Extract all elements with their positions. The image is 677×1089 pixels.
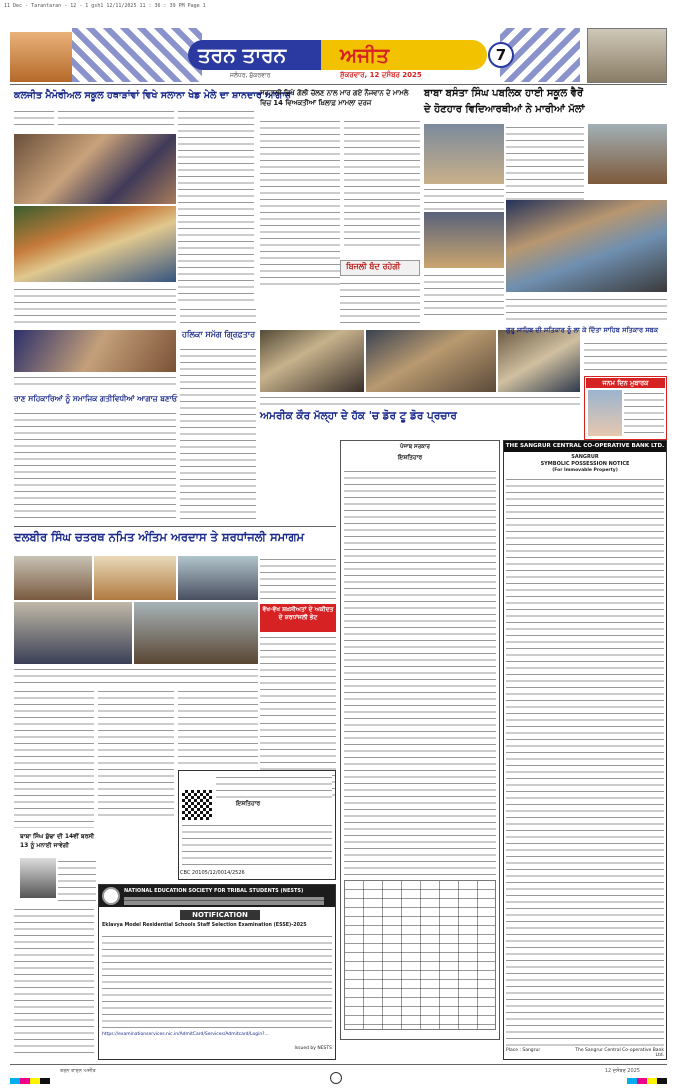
story10-text-more (14, 906, 94, 1056)
story5-headline: ਹਲਿਕਾ ਸਮੱਗ ਗ੍ਰਿਫ਼ਤਾਰ (182, 330, 256, 339)
story4-caption (14, 374, 176, 390)
page-number: 7 (495, 46, 507, 64)
story2-headline: ਸਰਹਾਲੀ ਵਿਖੇ ਗੋਲੀ ਚੱਲਣ ਨਾਲ ਮਾਰ ਗਏ ਨੌਜਵਾਨ ਦੇ ਮਾਮਲੇ ਵਿਚ 14 ਵਿਅਕਤੀਆਂ ਖ਼ਿਲਾਫ਼ ਮਾਮਲਾ ਦਰਜ (260, 89, 409, 107)
pattern-band-left (72, 28, 202, 82)
court-text (344, 468, 496, 878)
print-info: 11 Dec - Tarantaran - 12 - 1 gsh1 12/11/2025 11 : 36 : 39 PM Page 1 (4, 3, 206, 9)
court-heading: ਪੰਜਾਬ ਸਰਕਾਰ (400, 444, 430, 450)
masthead-right-photo (587, 28, 667, 83)
tagline: ਜਲੰਧਰ, ਸ਼ੁੱਕਰਵਾਰ (230, 72, 271, 79)
color-bar-left (10, 1078, 50, 1084)
small-ad-text (182, 822, 332, 866)
story9-text-b (98, 688, 174, 818)
story6-text (340, 280, 420, 326)
footer-rule (10, 1064, 667, 1065)
story9-text-c (178, 688, 258, 768)
story2-text-b (344, 118, 420, 248)
qr-code-icon (182, 790, 212, 820)
court-table (344, 880, 496, 1030)
title-left: ਤਰਨ ਤਾਰਨ (198, 43, 287, 67)
story9-headline: ਦਲਬੀਰ ਸਿੰਘ ਚਤਰਥ ਨਮਿਤ ਅੰਤਿਮ ਅਰਦਾਸ ਤੇ ਸ਼ਰਧਾਂਜਲੀ ਸਮਾਗਮ (14, 530, 305, 544)
nests-text (102, 933, 332, 1031)
story8-headline: ਗੁਰੂ ਸਾਹਿਬ ਦੀ ਸਤਿਕਾਰ ਨੂੰ ਲਾ ਕੇ ਦਿੱਤਾ ਸਾਹਿਬ ਸਤਿਕਾਰ ਸਬਕ (506, 326, 659, 334)
story6-headline: ਬਿਜਲੀ ਬੰਦ ਰਹੇਗੀ (346, 262, 401, 271)
story4-photo (14, 330, 176, 372)
bank-sub1: SANGRUR (571, 454, 599, 460)
story1-text-b (58, 108, 174, 130)
nests-notice: NOTIFICATION (180, 910, 260, 920)
story3-photo-1 (424, 124, 504, 184)
story1-text-c (178, 108, 254, 304)
bank-text (506, 476, 664, 1046)
story3-text-b (424, 272, 504, 320)
color-bar-right (627, 1078, 667, 1084)
birthday-text (624, 390, 664, 436)
small-ad-header-lines (216, 774, 332, 798)
story3-headline-2: ਦੇ ਹੋਣਹਾਰ ਵਿਦਿਆਰਥੀਆਂ ਨੇ ਮਾਰੀਆਂ ਮੱਲਾਂ (424, 104, 585, 115)
nests-logo-icon (102, 887, 120, 905)
story8-text-a (584, 340, 667, 374)
story7-photo-1 (260, 330, 364, 392)
story7-photo-2 (366, 330, 496, 392)
footer-left: ਤਰਨ ਤਾਰਨ ਅਜੀਤ (60, 1068, 96, 1074)
story1-text-a (14, 108, 54, 130)
birthday-title: ਜਨਮ ਦਿਨ ਮੁਬਾਰਕ (586, 378, 665, 388)
bank-footer-left: Place : Sangrur (506, 1048, 541, 1053)
story9-photo-1 (14, 556, 92, 600)
story3-photo-3 (588, 124, 667, 184)
story9-photo-3 (178, 556, 258, 600)
story9-rule (14, 526, 336, 527)
story9-text-top (260, 556, 336, 602)
story9-photo-5 (134, 602, 258, 664)
bank-heading: THE SANGRUR CENTRAL CO-OPERATIVE BANK LTD. (504, 441, 666, 452)
story7-caption (260, 394, 580, 408)
story1-tail (14, 312, 176, 326)
story4-headline: ਰਾਣ ਸਹਿਕਾਰਿਆਂ ਨੂੰ ਸਮਾਜਿਕ ਗਤੀਵਿਧੀਆਂ ਆਗਾਜ਼ ਬਣਾਓ (14, 394, 178, 403)
court-title: ਇਸ਼ਤਿਹਾਰ (398, 454, 423, 461)
story4-text (14, 410, 176, 522)
story5-text (180, 346, 256, 522)
birthday-photo (588, 390, 622, 436)
tribute-text: ਵੱਖ-ਵੱਖ ਸ਼ਖ਼ਸੀਅਤਾਂ ਦੇ ਅਕੀਦਤ ਦੇ ਸ਼ਰਧਾਂਜਲੀ ਭੇਟ (262, 606, 334, 621)
story3-caption-2 (506, 296, 667, 322)
story9-text-a (14, 688, 94, 828)
story1-photo-stage (14, 206, 176, 282)
story1-headline: ਕਲਜੀਤ ਮੈਮੋਰੀਅਲ ਸਕੂਲ ਹਥਾੜਾਂਵਾਂ ਵਿਖੇ ਸਲਾਨਾ ਖੇਡ ਮੇਲੇ ਦਾ ਸ਼ਾਨਦਾਰ ਆਗਾਜ਼ (14, 90, 292, 101)
golden-temple-photo (10, 32, 72, 82)
story10-text (58, 858, 96, 902)
title-right: ਅਜੀਤ (340, 43, 390, 67)
small-ad-title: ਇਸ਼ਤਿਹਾਰ (236, 800, 261, 807)
nests-exam: Eklavya Model Residential Schools Staff Selection Examination (ESSE)-2025 (102, 923, 307, 928)
date: ਸ਼ੁੱਕਰਵਾਰ, 12 ਦਸੰਬਰ 2025 (340, 71, 422, 79)
bank-sub2: SYMBOLIC POSSESSION NOTICE (540, 461, 630, 467)
story9-text-top-lines (260, 556, 336, 602)
story10-photo (20, 858, 56, 898)
story9-photo-2 (94, 556, 176, 600)
story3-caption-1 (424, 186, 504, 210)
small-ad-code: CBC 20105/12/0014/2526 (180, 870, 245, 876)
story10-headline: ਬਾਬਾ ਸਿੰਘ ਬੁੱਢਾ ਦੀ 14ਵੀਂ ਬਰਸੀ 13 ਨੂੰ ਮਨਾਈ ਜਾਵੇਗੀ (20, 833, 95, 849)
footer-right: 12 ਦਸੰਬਰ 2025 (604, 1068, 640, 1074)
bank-sub3: (For Immovable Property) (552, 468, 618, 473)
story3-photo-4 (506, 200, 667, 292)
story9-photo-4 (14, 602, 132, 664)
masthead-rule (10, 84, 667, 85)
story1-caption (14, 286, 176, 310)
story9-text-right (260, 634, 336, 716)
story9-caption (14, 666, 258, 684)
masthead (0, 14, 677, 84)
story3-photo-2 (424, 212, 504, 268)
story7-photo-3 (498, 330, 580, 392)
nests-issued: Issued by NESTS (294, 1046, 332, 1051)
story7-headline: ਅਮਰੀਕ ਕੌਰ ਮੱਲ੍ਹਾ ਦੇ ਹੱਕ 'ਚ ਡੋਰ ਟੂ ਡੋਰ ਪ੍ਰਚਾਰ (260, 410, 457, 422)
story2-text-a (260, 118, 340, 288)
page-number-badge (488, 42, 514, 68)
story3-headline-1: ਬਾਬਾ ਬਸੰਤਾ ਸਿੰਘ ਪਬਲਿਕ ਹਾਈ ਸਕੂਲ ਵੈਰੋਂ (424, 88, 584, 99)
nests-link[interactable]: https://examinationservices.nic.in/AdmitCard/Services/Admitcard/Login?... (102, 1032, 269, 1037)
story1-tail-b (180, 306, 256, 328)
story1-photo-main (14, 134, 176, 204)
registration-mark-icon (330, 1072, 342, 1084)
nests-address (124, 897, 324, 905)
bank-footer-right: The Sangrur Central Co-operative Bank Ltd. (575, 1048, 664, 1058)
nests-name: NATIONAL EDUCATION SOCIETY FOR TRIBAL STUDENTS (NESTS) (124, 888, 304, 894)
